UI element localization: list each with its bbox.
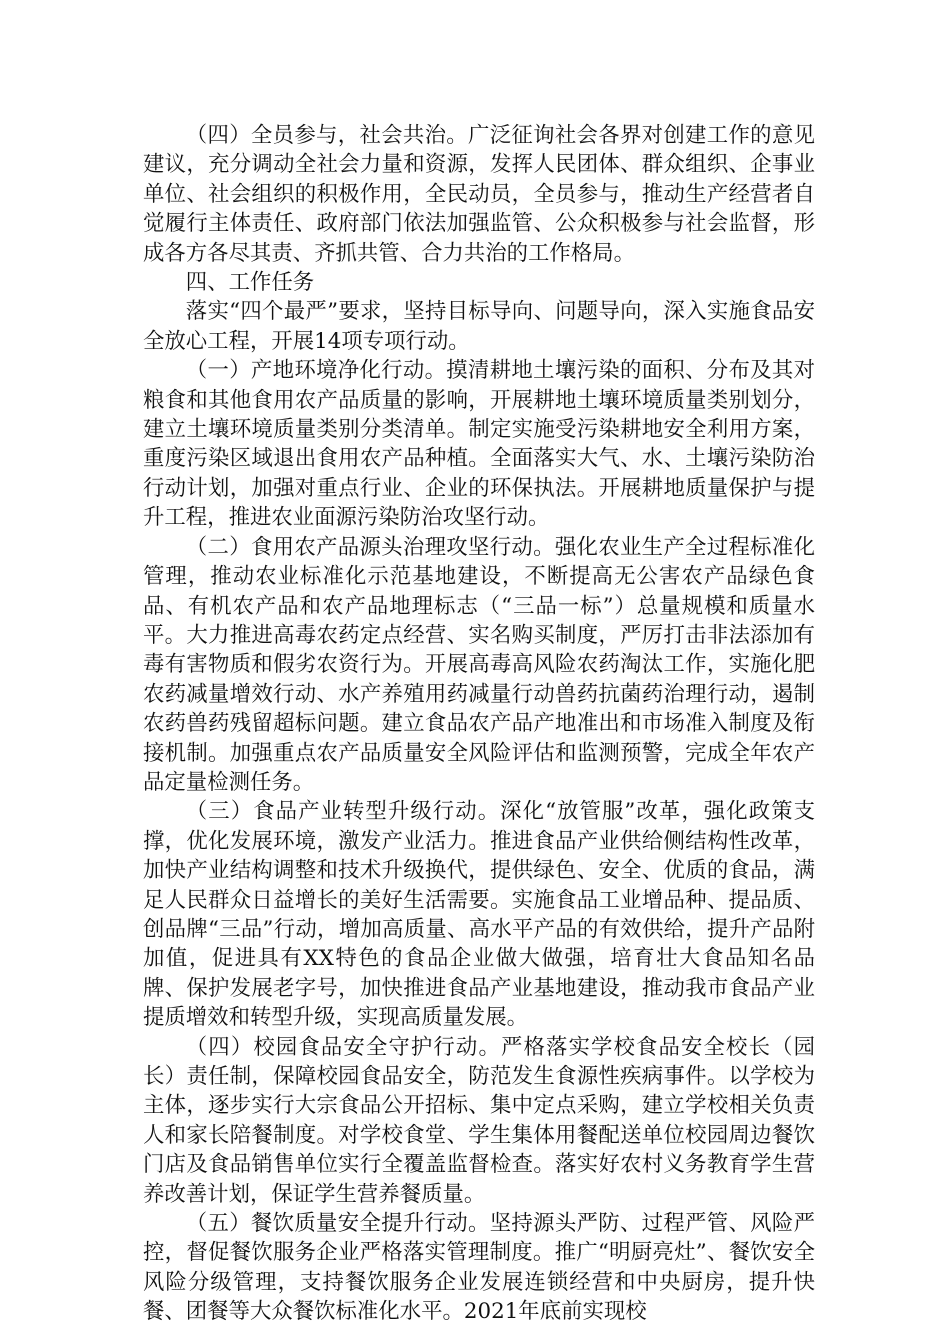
- paragraph-task-1: （一）产地环境净化行动。摸清耕地土壤污染的面积、分布及其对粮食和其他食用农产品质量的影响，开展耕地土壤环境质量类别划分，建立土壤环境质量类别分类清单。制定实施受污染耕地安全利用方案，重度污染区域退出食用农产品种植。全面落实大气、水、土壤污染防治行动计划，加强对重点行业、企业的环保执法。开展耕地质量保护与提升工程，推进农业面源污染防治攻坚行动。: [143, 358, 815, 531]
- paragraph-task-5: （五）餐饮质量安全提升行动。坚持源头严防、过程严管、风险严控，督促餐饮服务企业严格落实管理制度。推广“明厨亮灶”、餐饮安全风险分级管理，支持餐饮服务企业发展连锁经营和中央厨房，提升快餐、团餐等大众餐饮标准化水平。2021年底前实现校: [143, 1211, 815, 1325]
- paragraph-task-3: （三）食品产业转型升级行动。深化“放管服”改革，强化政策支撑，优化发展环境，激发产业活力。推进食品产业供给侧结构性改革，加快产业结构调整和技术升级换代，提供绿色、安全、优质的食品，满足人民群众日益增长的美好生活需要。实施食品工业增品种、提品质、创品牌“三品”行动，增加高质量、高水平产品的有效供给，提升产品附加值，促进具有XX特色的食品企业做大做强，培育壮大食品知名品牌、保护发展老字号，加快推进食品产业基地建设，推动我市食品产业提质增效和转型升级，实现高质量发展。: [143, 799, 815, 1031]
- paragraph-principle-4: （四）全员参与，社会共治。广泛征询社会各界对创建工作的意见建议，充分调动全社会力量和资源，发挥人民团体、群众组织、企事业单位、社会组织的积极作用，全民动员，全员参与，推动生产经营者自觉履行主体责任、政府部门依法加强监管、公众积极参与社会监督，形成各方各尽其责、齐抓共管、合力共治的工作格局。: [143, 123, 815, 266]
- paragraph-tasks-intro: 落实“四个最严”要求，坚持目标导向、问题导向，深入实施食品安全放心工程，开展14项专项行动。: [143, 299, 815, 354]
- paragraph-task-4: （四）校园食品安全守护行动。严格落实学校食品安全校长（园长）责任制，保障校园食品安全，防范发生食源性疾病事件。以学校为主体，逐步实行大宗食品公开招标、集中定点采购，建立学校相关负责人和家长陪餐制度。对学校食堂、学生集体用餐配送单位校园周边餐饮门店及食品销售单位实行全覆盖监督检查。落实好农村义务教育学生营养改善计划，保证学生营养餐质量。: [143, 1034, 815, 1207]
- section-heading-work-tasks: 四、工作任务: [185, 270, 315, 296]
- document-body: [143, 121, 815, 1327]
- paragraph-task-2: （二）食用农产品源头治理攻坚行动。强化农业生产全过程标准化管理，推动农业标准化示范基地建设，不断提高无公害农产品绿色食品、有机农产品和农产品地理标志（“三品一标”）总量规模和质量水平。大力推进高毒农药定点经营、实名购买制度，严厉打击非法添加有毒有害物质和假劣农资行为。开展高毒高风险农药淘汰工作，实施化肥农药减量增效行动、水产养殖用药减量行动兽药抗菌药治理行动，遏制农药兽药残留超标问题。建立食品农产品产地准出和市场准入制度及衔接机制。加强重点农产品质量安全风险评估和监测预警，完成全年农产品定量检测任务。: [143, 534, 815, 795]
